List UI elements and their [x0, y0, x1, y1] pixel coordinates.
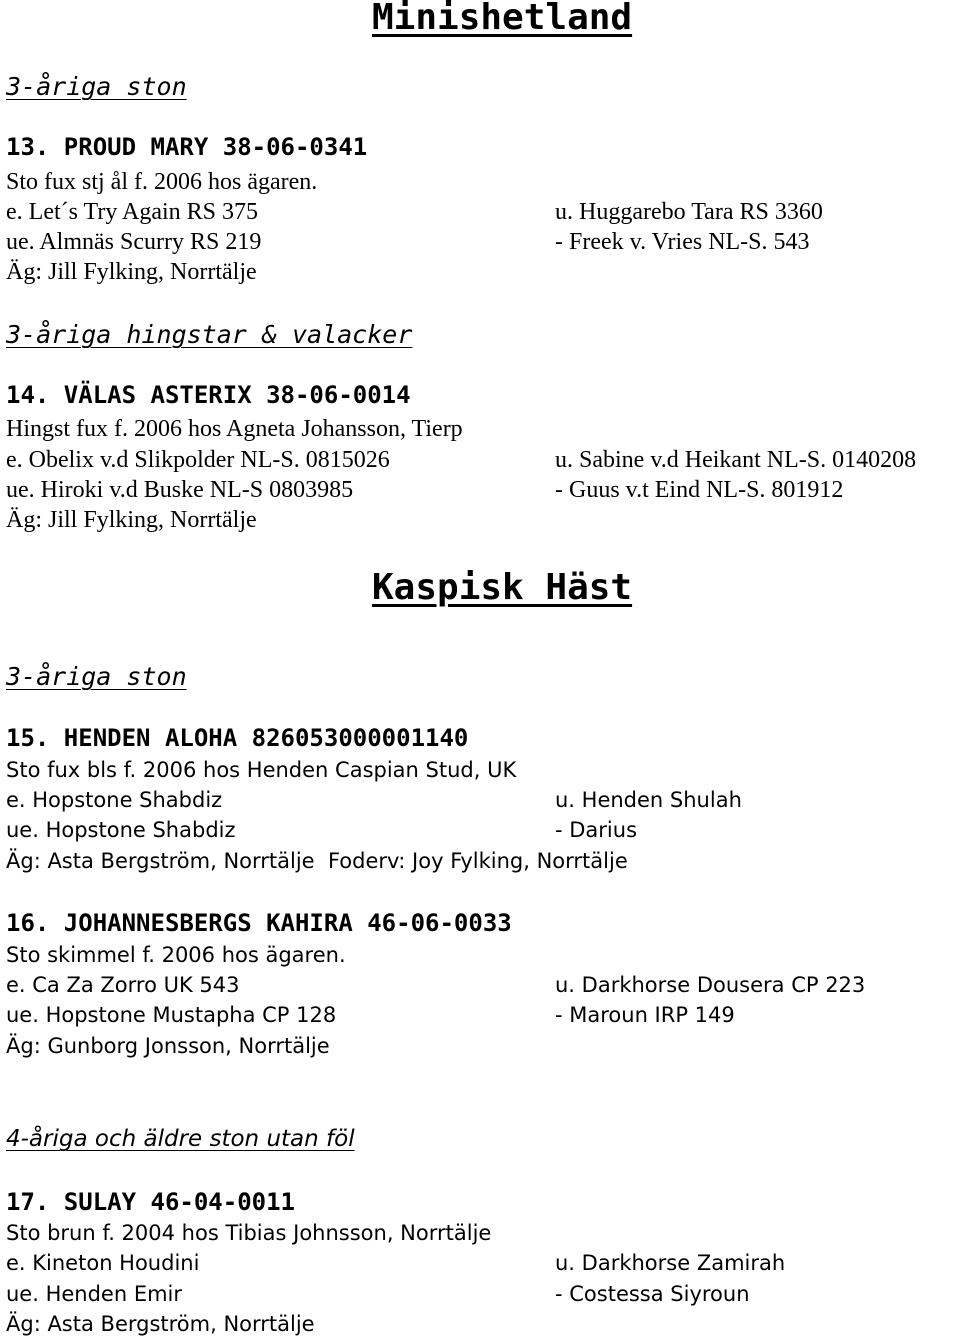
entry-owner: Äg: Jill Fylking, Norrtälje — [6, 259, 257, 285]
entry-description: Sto skimmel f. 2006 hos ägaren. — [6, 943, 346, 967]
section-heading-3yr-stallions: 3-åriga hingstar & valacker — [6, 320, 413, 349]
entry-dam: u. Henden Shulah — [555, 788, 742, 812]
entry-dam-dam: - Maroun IRP 149 — [555, 1003, 735, 1027]
section-heading-4yr-mares: 4-åriga och äldre ston utan föl — [6, 1126, 355, 1152]
entry-dam-dam: - Darius — [555, 818, 638, 842]
section-heading-3yr-mares: 3-åriga ston — [6, 72, 187, 101]
entry-sire: e. Kineton Houdini — [6, 1251, 200, 1275]
entry-header: 15. HENDEN ALOHA 826053000001140 — [6, 724, 469, 752]
entry-owner: Äg: Gunborg Jonsson, Norrtälje — [6, 1034, 330, 1058]
entry-sire-of-dam: ue. Hopstone Mustapha CP 128 — [6, 1003, 337, 1027]
entry-header: 17. SULAY 46-04-0011 — [6, 1188, 295, 1216]
entry-owner: Äg: Asta Bergström, Norrtälje — [6, 1312, 315, 1336]
entry-owner: Äg: Asta Bergström, Norrtälje Foderv: Joy Fylking, Norrtälje — [6, 849, 628, 873]
entry-description: Sto fux bls f. 2006 hos Henden Caspian Stud, UK — [6, 758, 517, 782]
entry-dam-dam: - Freek v. Vries NL-S. 543 — [555, 229, 810, 255]
entry-dam: u. Darkhorse Zamirah — [555, 1251, 786, 1275]
entry-sire: e. Obelix v.d Slikpolder NL-S. 0815026 — [6, 447, 390, 473]
section-heading-3yr-mares: 3-åriga ston — [6, 662, 187, 691]
entry-dam: u. Huggarebo Tara RS 3360 — [555, 199, 823, 225]
entry-header: 14. VÄLAS ASTERIX 38-06-0014 — [6, 381, 411, 409]
entry-sire: e. Let´s Try Again RS 375 — [6, 199, 259, 225]
entry-description: Sto fux stj ål f. 2006 hos ägaren. — [6, 169, 318, 195]
entry-sire: e. Hopstone Shabdiz — [6, 788, 223, 812]
entry-sire-of-dam: ue. Henden Emir — [6, 1282, 183, 1306]
entry-dam-dam: - Costessa Siyroun — [555, 1282, 750, 1306]
entry-header: 13. PROUD MARY 38-06-0341 — [6, 133, 368, 161]
entry-owner: Äg: Jill Fylking, Norrtälje — [6, 507, 257, 533]
breed-title-kaspisk: Kaspisk Häst — [372, 567, 633, 608]
entry-sire-of-dam: ue. Hopstone Shabdiz — [6, 818, 236, 842]
entry-description: Sto brun f. 2004 hos Tibias Johnsson, Norrtälje — [6, 1221, 492, 1245]
entry-dam: u. Sabine v.d Heikant NL-S. 0140208 — [555, 447, 917, 473]
entry-sire-of-dam: ue. Almnäs Scurry RS 219 — [6, 229, 262, 255]
entry-sire-of-dam: ue. Hiroki v.d Buske NL-S 0803985 — [6, 477, 354, 503]
entry-description: Hingst fux f. 2006 hos Agneta Johansson, Tierp — [6, 416, 463, 442]
breed-title-minishetland: Minishetland — [372, 0, 633, 38]
entry-dam-dam: - Guus v.t Eind NL-S. 801912 — [555, 477, 844, 503]
entry-sire: e. Ca Za Zorro UK 543 — [6, 973, 240, 997]
entry-header: 16. JOHANNESBERGS KAHIRA 46-06-0033 — [6, 909, 512, 937]
entry-dam: u. Darkhorse Dousera CP 223 — [555, 973, 866, 997]
